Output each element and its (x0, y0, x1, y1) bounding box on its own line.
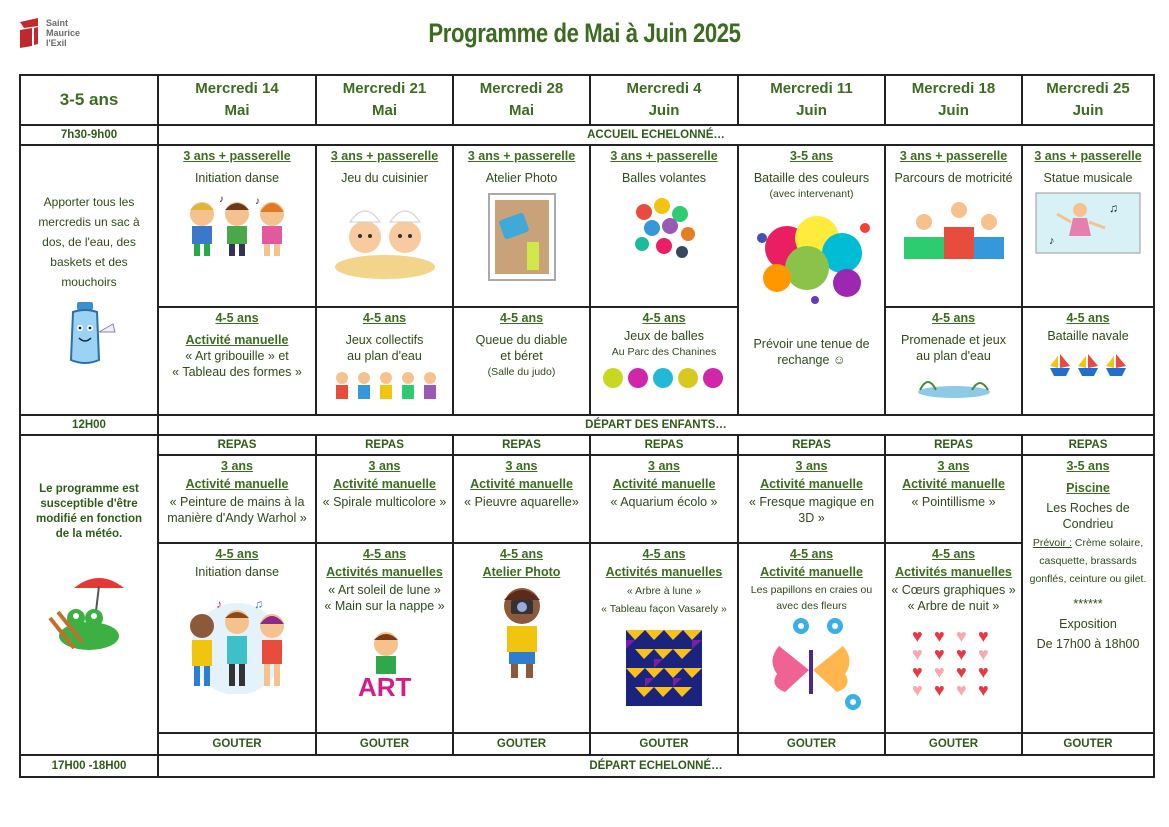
balls-row-icon (601, 366, 727, 390)
frog-umbrella-icon (44, 568, 134, 658)
activity-cell: 3 ans Activité manuelle « Pieuvre aquarelle» (453, 455, 590, 543)
art-kid-icon (350, 628, 420, 702)
svg-text:♥: ♥ (911, 626, 923, 646)
prevoir-label: Prévoir : (1032, 537, 1072, 549)
gouter-label: GOUTER (316, 733, 453, 755)
svg-text:♥: ♥ (933, 680, 945, 696)
musical-statue-icon (1035, 192, 1141, 254)
svg-text:♥: ♥ (933, 626, 945, 646)
logo-line-2: Maurice (46, 28, 81, 38)
kids-group-icon (330, 370, 440, 404)
activity-cell: 4-5 ans Atelier Photo (453, 543, 590, 733)
vasarely-pattern-icon (626, 630, 702, 706)
logo-line-3: l'Exil (46, 38, 67, 48)
evening-band-text: DÉPART ECHELONNÉ… (158, 755, 1154, 777)
svg-text:♥: ♥ (977, 644, 989, 664)
page-title: Programme de Mai à Juin 2025 (428, 18, 741, 48)
activity-cell: 4-5 ans Activités manuelles « Art soleil de lune » « Main sur la nappe » ART (316, 543, 453, 733)
gouter-label: GOUTER (590, 733, 738, 755)
svg-text:ART: ART (357, 672, 411, 702)
age-group-header: 3-5 ans (20, 75, 158, 125)
activity-cell: 4-5 ans Queue du diable et béret (Salle du judo) (453, 307, 590, 415)
cooking-kids-icon (330, 192, 440, 282)
repas-label: REPAS (316, 435, 453, 455)
repas-label: REPAS (590, 435, 738, 455)
activity-cell: 3 ans Activité manuelle « Aquarium écolo » (590, 455, 738, 543)
rechange-note: Prévoir une tenue de rechange ☺ (753, 337, 870, 367)
activity-cell: 4-5 ans Activités manuelles « Cœurs graphiques » « Arbre de nuit » ♥ ♥ ♥ ♥ ♥ ♥ ♥ ♥ ♥ ♥ ♥ ♥ ♥ ♥ ♥ ♥ (885, 543, 1022, 733)
svg-text:♥: ♥ (955, 626, 967, 646)
day-header: Mercredi 25 Juin (1022, 75, 1154, 125)
activity-cell: 3 ans + passerelle Statue musicale ♫ ♪ (1022, 145, 1154, 307)
activity-cell: 3 ans + passerelle Parcours de motricité (885, 145, 1022, 307)
note-morning: Apporter tous les mercredis un sac à dos, de l'eau, des baskets et des mouchoirs (38, 195, 140, 289)
activity-cell: 4-5 ans Bataille navale (1022, 307, 1154, 415)
svg-text:♥: ♥ (977, 626, 989, 646)
svg-text:♥: ♥ (911, 662, 923, 682)
svg-text:♫: ♫ (254, 597, 263, 611)
note-afternoon-cell (20, 435, 158, 755)
activity-cell: 4-5 ans Activités manuelles « Arbre à lune » « Tableau façon Vasarely » (590, 543, 738, 733)
morning-band-text: ACCUEIL ECHELONNÉ… (158, 125, 1154, 145)
activity-cell-long: 3-5 ans Bataille des couleurs (avec intervenant) Prévoir une tenue de rechange ☺ (738, 145, 885, 415)
svg-text:♥: ♥ (911, 644, 923, 664)
activity-cell: 3 ans + passerelle Initiation danse ♪ ♪ (158, 145, 316, 307)
svg-text:♥: ♥ (911, 680, 923, 696)
svg-text:♥: ♥ (977, 662, 989, 682)
morning-top-row (20, 145, 1154, 307)
logo-mark-icon (18, 16, 40, 50)
repas-label: REPAS (885, 435, 1022, 455)
repas-label: REPAS (1022, 435, 1154, 455)
schedule-table (19, 74, 1155, 778)
day-header: Mercredi 28 Mai (453, 75, 590, 125)
afternoon-top-row (20, 455, 1154, 543)
header-row (20, 75, 1154, 125)
svg-text:♥: ♥ (955, 644, 967, 664)
activity-cell: 4-5 ans Jeux de balles Au Parc des Chanines (590, 307, 738, 415)
logo-line-1: Saint (46, 18, 69, 28)
svg-text:♥: ♥ (933, 644, 945, 664)
gouter-row (20, 733, 1154, 755)
dancing-kids-icon (177, 192, 297, 262)
gouter-label: GOUTER (158, 733, 316, 755)
repas-label: REPAS (453, 435, 590, 455)
svg-text:♪: ♪ (255, 196, 260, 207)
boats-icon (1046, 350, 1130, 378)
gouter-label: GOUTER (738, 733, 885, 755)
gouter-label: GOUTER (453, 733, 590, 755)
dancing-children-icon (172, 594, 302, 694)
morning-bottom-row (20, 307, 1154, 415)
prevoir-text: Crème solaire, casquette, brassards gonflés, ceinture ou gilet. (1029, 537, 1147, 585)
repas-label: REPAS (738, 435, 885, 455)
note-morning-cell (20, 145, 158, 415)
day-header: Mercredi 4 Juin (590, 75, 738, 125)
paint-splash-icon (747, 208, 877, 308)
photographer-kid-icon (487, 584, 557, 680)
morning-band (20, 125, 1154, 145)
photo-frame-icon (487, 192, 557, 282)
svg-text:♪: ♪ (219, 194, 224, 205)
activity-cell-last-day: 3-5 ans Piscine Les Roches de Condrieu Prévoir : Crème solaire, casquette, brassards gonflés, ceinture ou gilet. ****** Exposition De 17h00 à 18h00 (1022, 455, 1154, 733)
repas-label: REPAS (158, 435, 316, 455)
gouter-label: GOUTER (885, 733, 1022, 755)
day-header: Mercredi 18 Juin (885, 75, 1022, 125)
activity-cell: 3 ans Activité manuelle « Peinture de mains à la manière d'Andy Warhol » (158, 455, 316, 543)
hearts-icon (912, 626, 996, 696)
afternoon-bottom-row (20, 543, 1154, 733)
evening-band (20, 755, 1154, 777)
svg-text:♪: ♪ (1049, 235, 1055, 247)
activity-cell: 3 ans Activité manuelle « Spirale multicolore » (316, 455, 453, 543)
repas-row (20, 435, 1154, 455)
activity-cell: 4-5 ans Activité manuelle Les papillons en craies ou avec des fleurs (738, 543, 885, 733)
activity-cell: 4-5 ans Promenade et jeux au plan d'eau (885, 307, 1022, 415)
water-bottle-icon (59, 298, 119, 368)
day-header: Mercredi 14 Mai (158, 75, 316, 125)
activity-cell: 3 ans + passerelle Jeu du cuisinier (316, 145, 453, 307)
svg-text:♫: ♫ (1109, 201, 1118, 215)
day-header: Mercredi 11 Juin (738, 75, 885, 125)
pond-icon (914, 370, 994, 398)
butterfly-flowers-icon (757, 616, 867, 712)
motor-course-icon (899, 192, 1009, 267)
gouter-label: GOUTER (1022, 733, 1154, 755)
logo (16, 14, 116, 58)
time-evening: 17H00 -18H00 (20, 755, 158, 777)
activity-cell: 4-5 ans Jeux collectifs au plan d'eau (316, 307, 453, 415)
activity-cell: 4-5 ans Initiation danse ♪ ♫ (158, 543, 316, 733)
activity-cell: 4-5 ans Activité manuelle « Art gribouille » et « Tableau des formes » (158, 307, 316, 415)
svg-text:♪: ♪ (216, 597, 222, 611)
activity-cell: 3 ans Activité manuelle « Pointillisme » (885, 455, 1022, 543)
svg-text:♥: ♥ (977, 680, 989, 696)
activity-cell: 3 ans + passerelle Atelier Photo (453, 145, 590, 307)
day-header: Mercredi 21 Mai (316, 75, 453, 125)
colorful-balls-icon (624, 192, 704, 262)
time-morning: 7h30-9h00 (20, 125, 158, 145)
activity-cell: 3 ans Activité manuelle « Fresque magique en 3D » (738, 455, 885, 543)
time-noon: 12H00 (20, 415, 158, 435)
svg-text:♥: ♥ (933, 662, 945, 682)
note-afternoon: Le programme est susceptible d'être modifié en fonction de la météo. (35, 483, 143, 540)
svg-text:♥: ♥ (955, 662, 967, 682)
noon-band (20, 415, 1154, 435)
noon-band-text: DÉPART DES ENFANTS… (158, 415, 1154, 435)
svg-text:♥: ♥ (955, 680, 967, 696)
activity-cell: 3 ans + passerelle Balles volantes (590, 145, 738, 307)
